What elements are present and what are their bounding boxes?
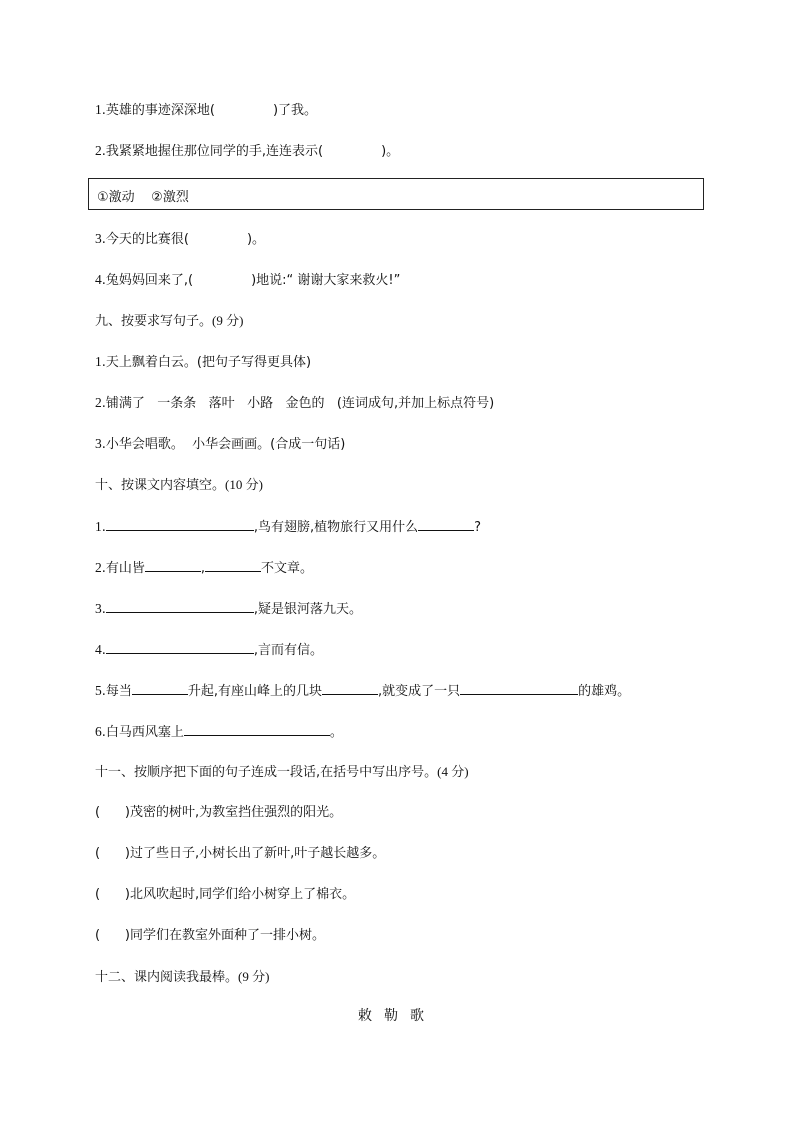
item-number: 3 [95, 436, 102, 451]
ordering-sentence: ( )同学们在教室外面种了一排小树。 [95, 928, 325, 943]
q9-item-3 [95, 435, 345, 454]
item-text: 升起,有座山峰上的几块 [187, 684, 323, 699]
q8-sentence-2 [95, 142, 399, 161]
q8-sentence-4 [95, 271, 400, 290]
item-number: 1 [95, 354, 102, 369]
fill-blank[interactable] [145, 558, 201, 572]
fill-blank[interactable] [184, 722, 330, 736]
item-number: 2 [95, 143, 102, 158]
item-number: 6 [95, 724, 102, 739]
score-label: (10 分) [225, 477, 263, 492]
fill-blank[interactable] [106, 599, 254, 613]
item-text: 的雄鸡。 [578, 684, 631, 699]
item-text: .天上飘着白云。(把句子写得更具体) [101, 355, 312, 370]
fill-blank[interactable] [418, 517, 474, 531]
q11-item-2 [95, 845, 385, 863]
score-label: (4 分) [437, 764, 469, 779]
item-number: 1 [95, 102, 102, 117]
fill-blank[interactable] [132, 681, 188, 695]
q10-item-1: 1. ,鸟有翅膀,植物旅行又用什么 ? [95, 519, 482, 535]
word-options: ①激动 ②激烈 [97, 190, 189, 205]
fill-blank[interactable] [460, 681, 578, 695]
item-number: 4 [95, 272, 102, 287]
q9-item-2 [95, 394, 494, 413]
sentence-end: )了我。 [272, 103, 318, 118]
ordering-sentence: ( )过了些日子,小树长出了新叶,叶子越长越多。 [95, 846, 386, 861]
item-text: ,鸟有翅膀,植物旅行又用什么 [253, 520, 419, 535]
q10-item-4: 4. ,言而有信。 [95, 642, 324, 658]
section-10-heading [95, 476, 263, 495]
q11-item-4 [95, 927, 325, 945]
heading-text: 十二、课内阅读我最棒。 [95, 970, 239, 985]
score-label: (9 分) [212, 313, 244, 328]
item-number: 4 [95, 642, 102, 657]
section-9-heading [95, 312, 243, 331]
sentence-end: )。 [381, 144, 400, 159]
q10-item-5 [95, 681, 630, 701]
item-number: 2 [95, 395, 102, 410]
item-number: 5 [95, 683, 102, 698]
ordering-sentence: ( )北风吹起时,同学们给小树穿上了棉衣。 [95, 887, 356, 902]
sentence-end: )。 [246, 232, 266, 247]
fill-blank[interactable] [106, 640, 254, 654]
sentence-text: .我紧紧地握住那位同学的手,连连表示( [101, 144, 324, 159]
item-text: ,就变成了一只 [378, 684, 461, 699]
q10-item-6 [95, 722, 343, 742]
heading-text: 九、按要求写句子。 [95, 314, 213, 329]
item-text: .铺满了 一条条 落叶 小路 金色的 (连词成句,并加上标点符号) [101, 396, 495, 411]
q9-item-1 [95, 353, 311, 372]
sentence-text: .英雄的事迹深深地( [101, 103, 215, 118]
section-12-heading [95, 968, 269, 987]
item-number: 3 [95, 231, 102, 246]
sentence-text: .今天的比赛很( [101, 232, 189, 247]
item-text: 不文章。 [261, 561, 314, 576]
fill-blank[interactable] [205, 558, 261, 572]
sentence-text: .兔妈妈回来了,( [101, 273, 194, 288]
word-options-box [88, 178, 704, 210]
q10-item-2 [95, 558, 313, 578]
score-label: (9 分) [238, 969, 270, 984]
q11-item-3 [95, 886, 355, 904]
sentence-end: )地说:“ 谢谢大家来救火!” [251, 273, 401, 288]
heading-text: 十一、按顺序把下面的句子连成一段话,在括号中写出序号。 [95, 765, 438, 780]
item-text: ,疑是银河落九天。 [253, 602, 363, 617]
ordering-sentence: ( )茂密的树叶,为教室挡住强烈的阳光。 [95, 805, 343, 820]
item-text: ,言而有信。 [253, 643, 324, 658]
poem-title: 敕勒歌 [358, 1008, 436, 1024]
fill-blank[interactable] [106, 517, 254, 531]
q8-sentence-3 [95, 230, 265, 249]
q10-item-3: 3. ,疑是银河落九天。 [95, 601, 363, 617]
item-number: 1 [95, 519, 102, 534]
fill-blank[interactable] [322, 681, 378, 695]
item-text: 。 [329, 725, 343, 740]
item-number: 3 [95, 601, 102, 616]
item-text: , [200, 561, 206, 576]
item-text: ? [474, 520, 482, 535]
item-text: .白马西风塞上 [101, 725, 184, 740]
heading-text: 十、按课文内容填空。 [95, 478, 226, 493]
q11-item-1 [95, 804, 342, 822]
item-text: .有山皆 [101, 561, 145, 576]
item-text: .每当 [101, 684, 132, 699]
item-text: .小华会唱歌。 小华会画画。(合成一句话) [101, 437, 346, 452]
q8-sentence-1 [95, 101, 317, 120]
section-11-heading [95, 763, 469, 782]
item-number: 2 [95, 560, 102, 575]
